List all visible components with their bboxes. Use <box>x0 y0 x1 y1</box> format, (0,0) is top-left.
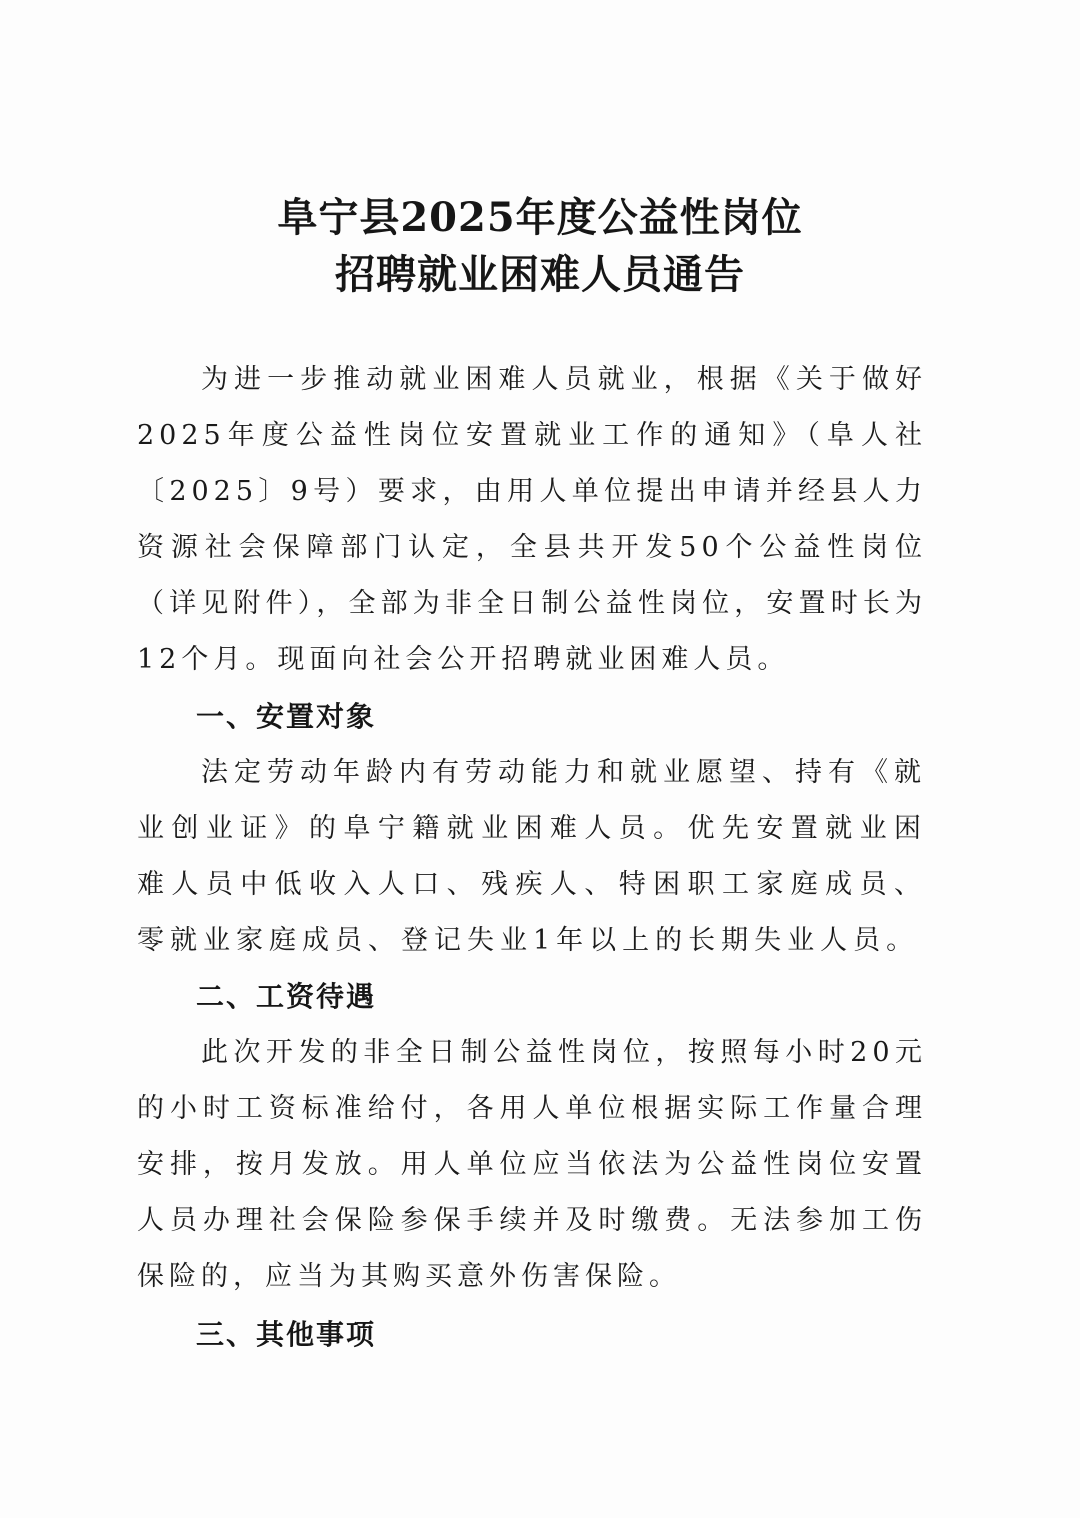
section-body-placement-targets: 法定劳动年龄内有劳动能力和就业愿望、持有《就业创业证》的阜宁籍就业困难人员。优先安置就业困难人员中低收入人口、残疾人、特困职工家庭成员、零就业家庭成员、登记失业1年以上的长期失业人员。 <box>137 757 927 956</box>
intro-paragraph: 为进一步推动就业困难人员就业，根据《关于做好2025年度公益性岗位安置就业工作的通知》（阜人社〔2025〕9号）要求，由用人单位提出申请并经县人力资源社会保障部门认定，全县共开发50个公益性岗位（详见附件），全部为非全日制公益性岗位，安置时长为12个月。现面向社会公开招聘就业困难人员。 <box>137 364 927 675</box>
section-heading-placement-targets: 一、安置对象 <box>196 700 377 733</box>
document-title-line-1: 阜宁县2025年度公益性岗位 <box>277 194 803 241</box>
section-heading-wages: 二、工资待遇 <box>196 980 377 1013</box>
section-body-wages: 此次开发的非全日制公益性岗位，按照每小时20元的小时工资标准给付，各用人单位根据实际工作量合理安排，按月发放。用人单位应当依法为公益性岗位安置人员办理社会保险参保手续并及时缴费。无法参加工伤保险的，应当为其购买意外伤害保险。 <box>137 1037 927 1292</box>
document-title-line-2: 招聘就业困难人员通告 <box>335 251 745 298</box>
section-heading-other-matters: 三、其他事项 <box>196 1318 377 1351</box>
